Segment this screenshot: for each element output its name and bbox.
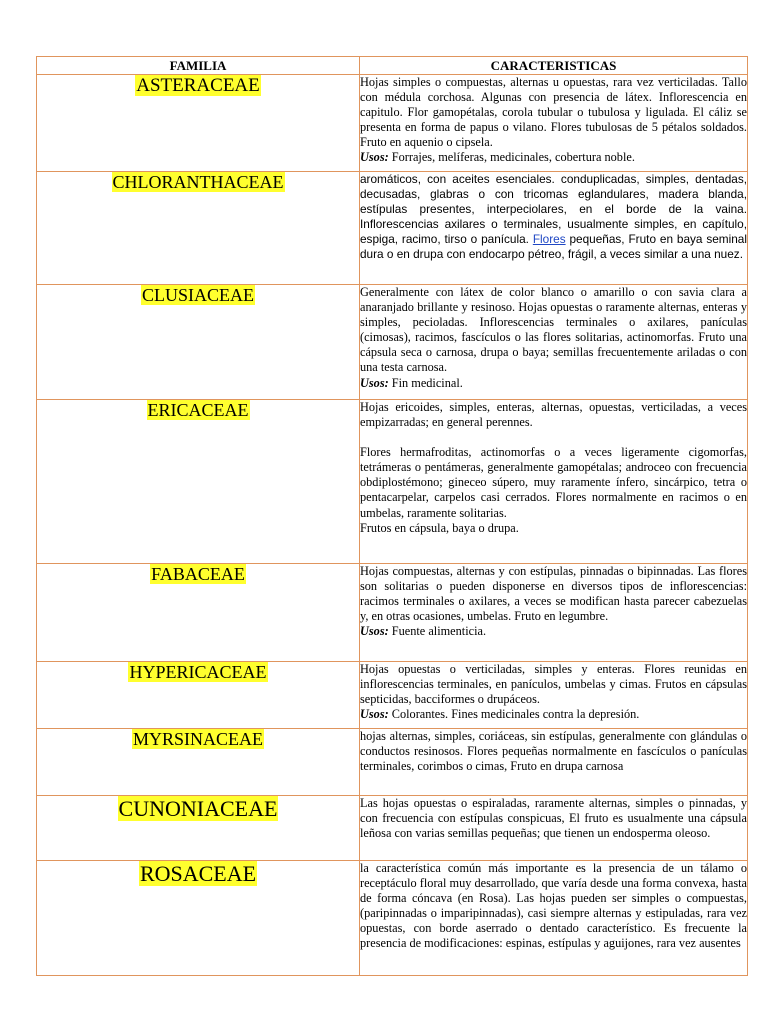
family-cell bbox=[37, 285, 360, 400]
description-text: Flores hermafroditas, actinomorfas o a veces ligeramente cigomorfas, tetrámeras o pentámeras, generalmente gamopétalas; androceo con frecuencia obdiplostémono; gineceo súpero, muy raramente ínfero, sincárpico, tetra o pentacarpelar, carpelos casi cerrados. Flores normalmente en racimos o en umbelas, raramente solitarias. bbox=[360, 445, 747, 520]
table-row bbox=[37, 285, 748, 400]
families-table bbox=[36, 56, 748, 976]
table-header-row bbox=[37, 57, 748, 75]
family-name-myrsinaceae: MYRSINACEAE bbox=[132, 729, 263, 749]
description-cell bbox=[360, 75, 748, 172]
family-cell bbox=[37, 172, 360, 285]
table-row bbox=[37, 564, 748, 662]
description-cell bbox=[360, 796, 748, 861]
header-familia: FAMILIA bbox=[37, 57, 360, 75]
table-row bbox=[37, 796, 748, 861]
family-cell bbox=[37, 662, 360, 729]
description-cell bbox=[360, 564, 748, 662]
family-name-rosaceae: ROSACEAE bbox=[139, 861, 257, 886]
family-cell bbox=[37, 729, 360, 796]
family-cell bbox=[37, 861, 360, 976]
family-name-asteraceae: ASTERACEAE bbox=[136, 75, 260, 96]
description-cell bbox=[360, 285, 748, 400]
family-cell bbox=[37, 75, 360, 172]
header-caracteristicas: CARACTERISTICAS bbox=[360, 57, 748, 75]
uses-text: Forrajes, melíferas, medicinales, cobertura noble. bbox=[388, 150, 635, 165]
description-text: Hojas opuestas o verticiladas, simples y enteras. Flores reunidas en inflorescencias terminales, en panículos, umbelas y cimas. Frutos en cápsulas septicidas, bacciformes o drupáceos. bbox=[360, 662, 747, 707]
uses-label: Usos: bbox=[360, 150, 389, 165]
table-row bbox=[37, 400, 748, 564]
family-name-hypericaceae: HYPERICACEAE bbox=[129, 662, 267, 682]
uses-label: Usos: bbox=[360, 624, 389, 639]
description-cell bbox=[360, 662, 748, 729]
family-cell bbox=[37, 796, 360, 861]
uses-label: Usos: bbox=[360, 375, 389, 390]
description-cell bbox=[360, 729, 748, 796]
uses-text: Fuente alimenticia. bbox=[388, 624, 487, 639]
description-text: Hojas ericoides, simples, enteras, alternas, opuestas, verticiladas, a veces empizarradas; en general perennes. bbox=[360, 400, 747, 430]
description-text: Las hojas opuestas o espiraladas, raramente alternas, simples o pinnadas, y con frecuencia con estípulas conspicuas, El fruto es usualmente una cápsula leñosa con varias semillas pequeñas; que tienen un endosperma oleoso. bbox=[360, 796, 747, 841]
uses-text: Colorantes. Fines medicinales contra la depresión. bbox=[388, 707, 640, 722]
description-text: Frutos en cápsula, baya o drupa. bbox=[360, 520, 519, 535]
family-cell bbox=[37, 564, 360, 662]
description-cell bbox=[360, 172, 748, 285]
table-row bbox=[37, 729, 748, 796]
table-row bbox=[37, 75, 748, 172]
family-name-chloranthaceae: CHLORANTHACEAE bbox=[112, 172, 284, 192]
table-row bbox=[37, 662, 748, 729]
uses-label: Usos: bbox=[360, 707, 389, 722]
description-text: hojas alternas, simples, coriáceas, sin estípulas, generalmente con glándulas o conductos resinosos. Flores pequeñas normalmente en fascículos o panículas terminales, corimbos o cimas, Fruto en drupa carnosa bbox=[360, 729, 747, 774]
description-text: Hojas simples o compuestas, alternas u opuestas, rara vez verticiladas. Tallo con médula corchosa. Algunas con presencia de látex. Inflorescencia en capitulo. Flor gamopétalas, corola tubular o tubulosa y ligulada. El cáliz se presenta en forma de papus o vilano. Flores tubulosas de 5 pétalos soldados. Fruto en aquenio o cipsela. bbox=[360, 75, 747, 150]
table-row bbox=[37, 172, 748, 285]
description-text: Hojas compuestas, alternas y con estípulas, pinnadas o bipinnadas. Las flores son solitarias o pueden disponerse en diversos tipos de inflorescencias: racimos terminales o axilares, a veces se modifican hasta parecer cabezuelas y, en otras ocasiones, umbelas. Fruto en legumbre. bbox=[360, 564, 747, 624]
family-name-clusiaceae: CLUSIACEAE bbox=[142, 285, 254, 305]
uses-text: Fin medicinal. bbox=[388, 375, 463, 390]
description-text: la característica común más importante es la presencia de un tálamo o receptáculo floral muy desarrollado, que varía desde una forma convexa, hasta de forma cóncava (en Rosa). Las hojas pueden ser simples o compuestas, (paripinnadas o imparipinnadas), casi siempre alternas y estipuladas, rara vez opuestas, con borde aserrado o dentado característico. Es frecuente la presencia de modificaciones: espinas, estípulas y aguijones, rara vez ausentes bbox=[360, 861, 747, 951]
family-name-ericaceae: ERICACEAE bbox=[147, 400, 249, 420]
family-name-fabaceae: FABACEAE bbox=[151, 564, 245, 584]
description-text-continued: pequeñas, Fruto en baya seminal dura o en drupa con endocarpo pétreo, frágil, a veces similar a una nuez. bbox=[360, 232, 747, 262]
description-cell bbox=[360, 400, 748, 564]
table-row bbox=[37, 861, 748, 976]
family-cell bbox=[37, 400, 360, 564]
description-text: aromáticos, con aceites esenciales. conduplicadas, simples, dentadas, decusadas, glabras o con tricomas eglandulares, madera blanda, estípulas presentes, interpeciolares, en el borde de la vaina. Inflorescencias axilares o terminales, usualmente simples, en capítulo, espiga, racimo, tirso o panícula. bbox=[360, 172, 747, 247]
flores-link[interactable]: Flores bbox=[532, 232, 566, 247]
description-text: Generalmente con látex de color blanco o amarillo o con savia clara a anaranjado brillante y resinoso. Hojas opuestas o raramente alternas, enteras y simples, pecioladas. Inflorescencias terminales o axilares, panículas (cimosas), racimos, fascículos o las flores solitarias, actinomorfas. Fruto una cápsula seca o carnosa, drupa o baya; semillas frecuentemente ariladas o con una testa carnosa. bbox=[360, 285, 747, 375]
family-name-cunoniaceae: CUNONIACEAE bbox=[118, 796, 278, 821]
description-cell bbox=[360, 861, 748, 976]
